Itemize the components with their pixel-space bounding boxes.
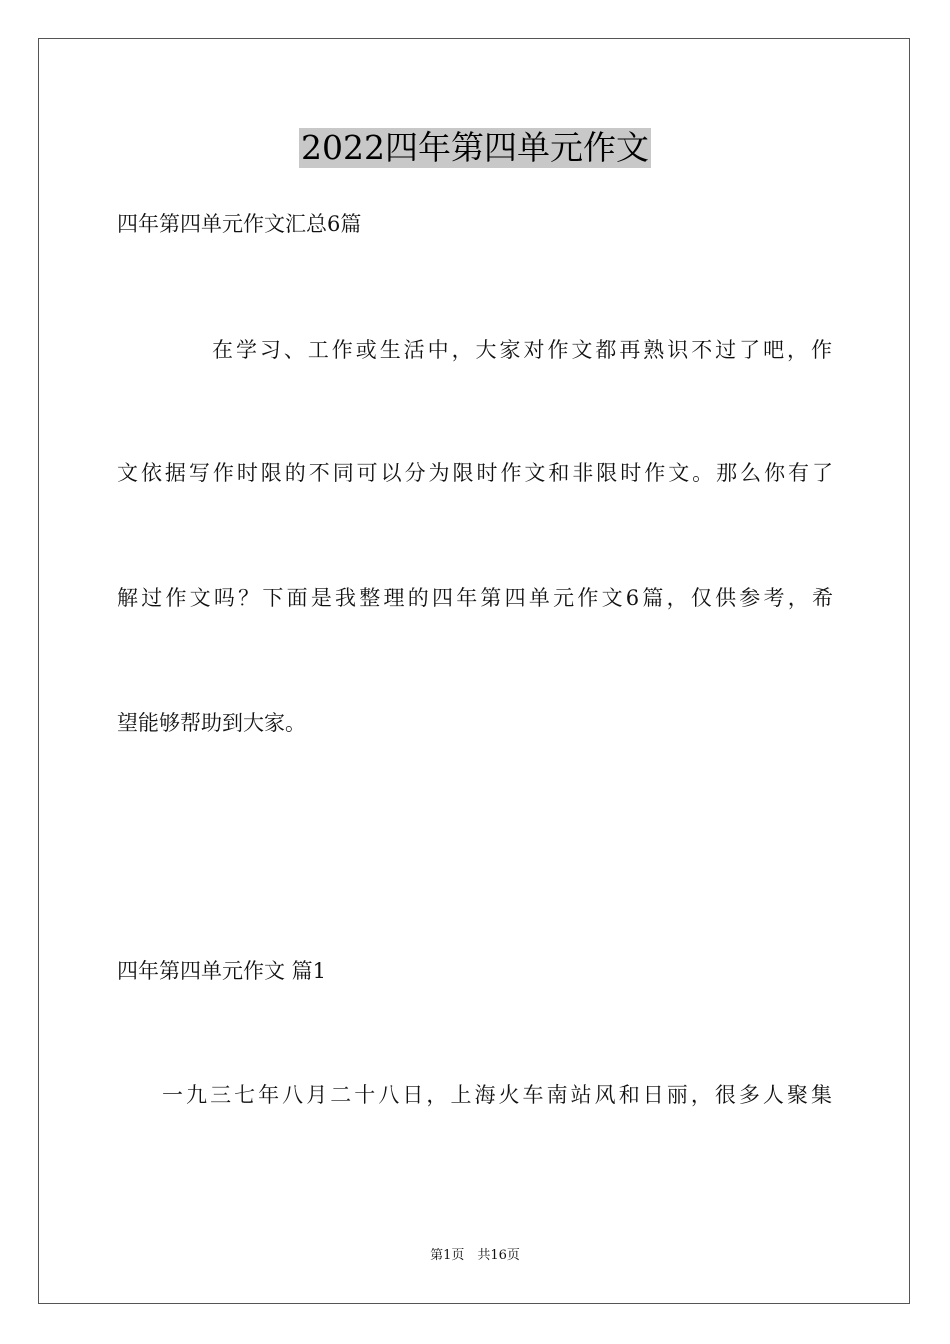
intro-line-1: 在学习、工作或生活中，大家对作文都再熟识不过了吧，作 (212, 338, 832, 362)
page-footer: 第1页 共16页 (430, 1248, 520, 1263)
title-container (0, 128, 950, 168)
intro-line-4: 望能够帮助到大家。 (117, 711, 306, 735)
section-paragraph-line-1: 一九三七年八月二十八日，上海火车南站风和日丽，很多人聚集 (162, 1083, 832, 1107)
document-subtitle: 四年第四单元作文汇总6篇 (117, 212, 362, 236)
intro-line-2: 文依据写作时限的不同可以分为限时作文和非限时作文。那么你有了 (117, 461, 833, 485)
section-heading: 四年第四单元作文 篇1 (117, 959, 327, 983)
intro-line-3: 解过作文吗？下面是我整理的四年第四单元作文6篇，仅供参考，希 (117, 586, 833, 610)
document-title: 2022四年第四单元作文 (301, 128, 649, 167)
